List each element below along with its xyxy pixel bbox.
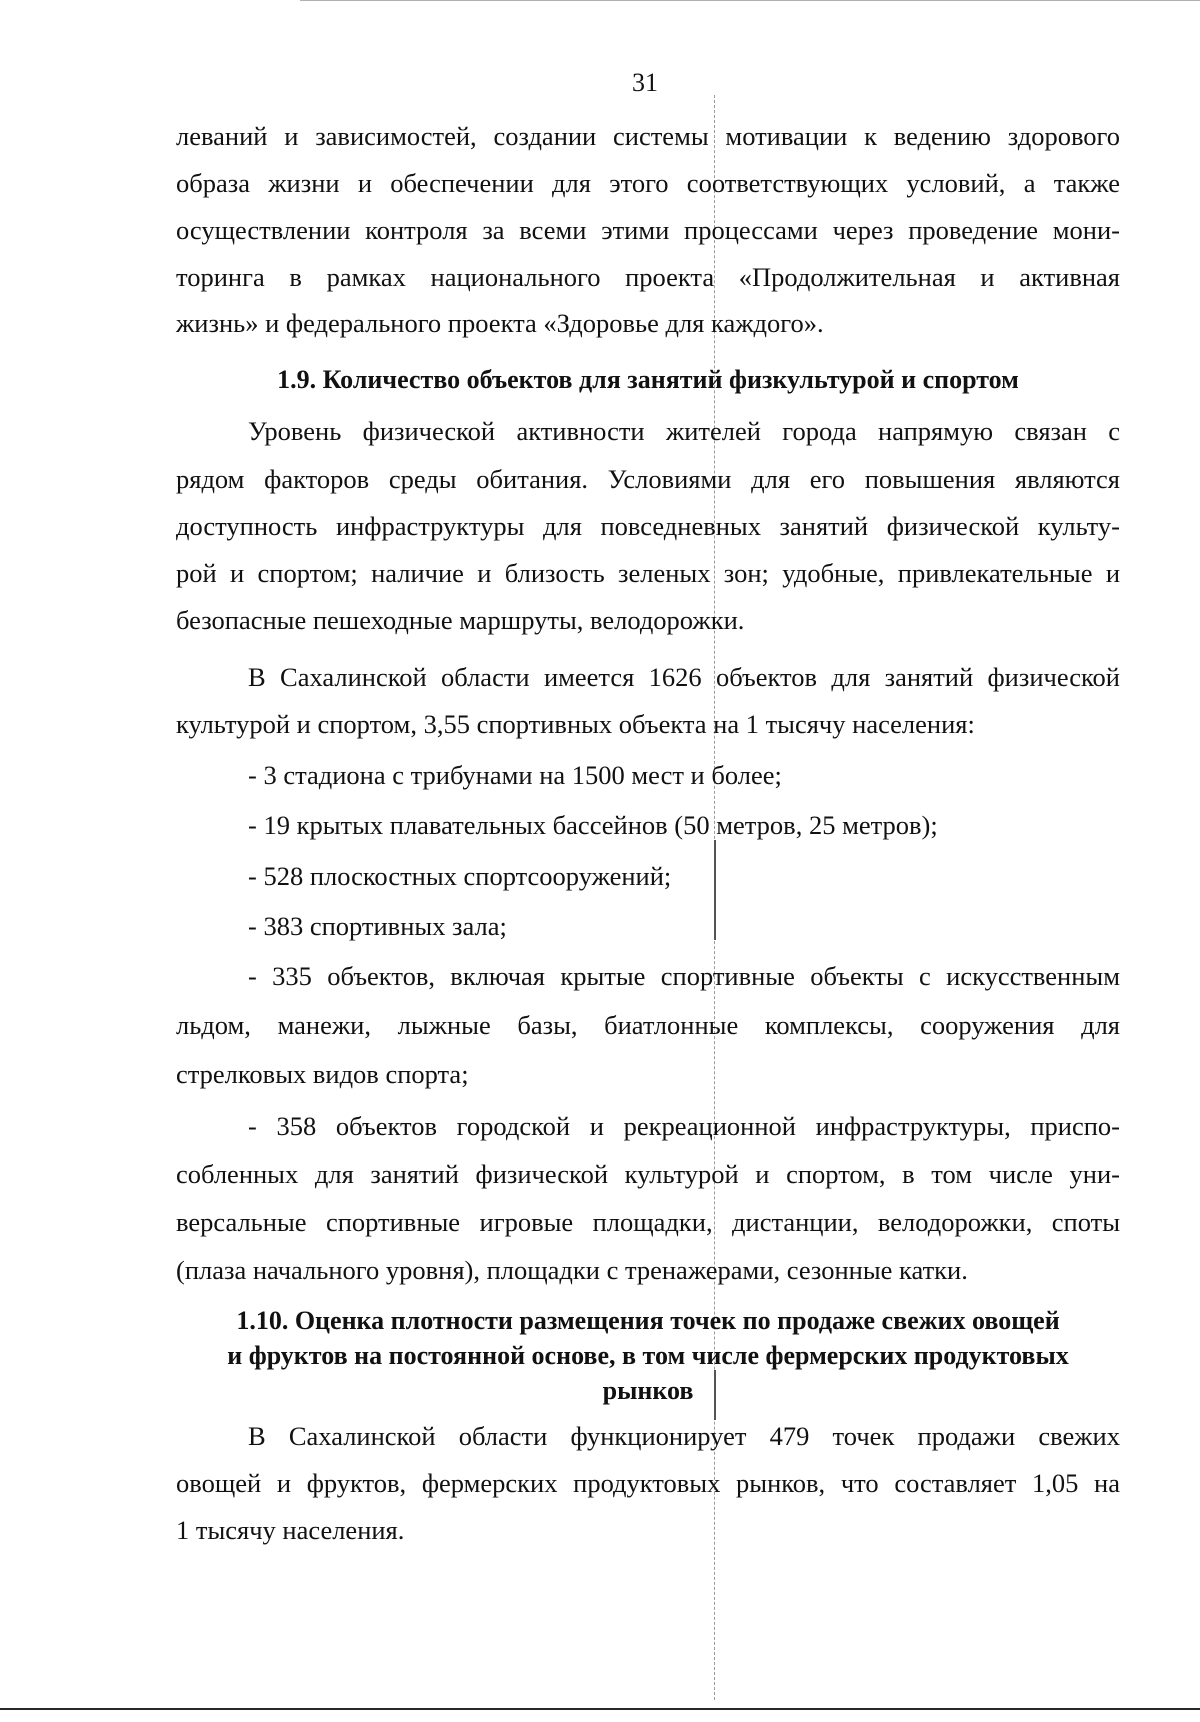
body-text-line: В Сахалинской области имеется 1626 объектов для занятий физической xyxy=(248,662,1120,692)
page-number: 31 xyxy=(632,68,658,97)
fold-crease-mark xyxy=(714,840,716,940)
list-item-continuation: стрелковых видов спорта; xyxy=(176,1059,469,1089)
body-text-line: осуществлении контроля за всеми этими процессами через проведение мони- xyxy=(176,215,1120,245)
section-heading: 1.9. Количество объектов для занятий физкультурой и спортом xyxy=(277,365,1019,394)
list-item: - 383 спортивных зала; xyxy=(248,911,507,941)
list-item: - 3 стадиона с трибунами на 1500 мест и более; xyxy=(248,760,782,790)
list-item-continuation: льдом, манежи, лыжные базы, биатлонные комплексы, сооружения для xyxy=(176,1010,1120,1040)
body-text-line: образа жизни и обеспечении для этого соответствующих условий, а также xyxy=(176,168,1120,198)
list-item: - 358 объектов городской и рекреационной инфраструктуры, приспо- xyxy=(248,1111,1120,1141)
scan-artifact-line xyxy=(0,1708,1200,1710)
body-text-line: безопасные пешеходные маршруты, велодорожки. xyxy=(176,605,745,635)
section-heading: рынков xyxy=(602,1376,694,1405)
body-text-line: культурой и спортом, 3,55 спортивных объекта на 1 тысячу населения: xyxy=(176,709,975,739)
list-item: - 528 плоскостных спортсооружений; xyxy=(248,861,672,891)
section-heading: 1.10. Оценка плотности размещения точек по продаже свежих овощей xyxy=(236,1306,1060,1335)
list-item-continuation: версальные спортивные игровые площадки, дистанции, велодорожки, споты xyxy=(176,1207,1120,1237)
body-text-line: доступность инфраструктуры для повседневных занятий физической культу- xyxy=(176,511,1120,541)
body-text-line: рядом факторов среды обитания. Условиями для его повышения являются xyxy=(176,464,1120,494)
list-item: - 335 объектов, включая крытые спортивные объекты с искусственным xyxy=(248,961,1120,991)
list-item: - 19 крытых плавательных бассейнов (50 метров, 25 метров); xyxy=(248,810,938,840)
body-text-line: рой и спортом; наличие и близость зеленых зон; удобные, привлекательные и xyxy=(176,558,1120,588)
body-text-line: торинга в рамках национального проекта «Продолжительная и активная xyxy=(176,262,1120,292)
body-text-line: леваний и зависимостей, создании системы мотивации к ведению здорового xyxy=(176,121,1120,151)
list-item-continuation: собленных для занятий физической культурой и спортом, в том числе уни- xyxy=(176,1159,1120,1189)
body-text-line: овощей и фруктов, фермерских продуктовых рынков, что составляет 1,05 на xyxy=(176,1468,1120,1498)
body-text-line: жизнь» и федерального проекта «Здоровье для каждого». xyxy=(176,308,824,338)
scan-artifact-line xyxy=(300,0,1200,1)
body-text-line: Уровень физической активности жителей города напрямую связан с xyxy=(248,416,1120,446)
section-heading: и фруктов на постоянной основе, в том числе фермерских продуктовых xyxy=(227,1341,1069,1370)
body-text-line: В Сахалинской области функционирует 479 точек продажи свежих xyxy=(248,1421,1120,1451)
list-item-continuation: (плаза начального уровня), площадки с тренажерами, сезонные катки. xyxy=(176,1255,968,1285)
body-text-line: 1 тысячу населения. xyxy=(176,1515,405,1545)
